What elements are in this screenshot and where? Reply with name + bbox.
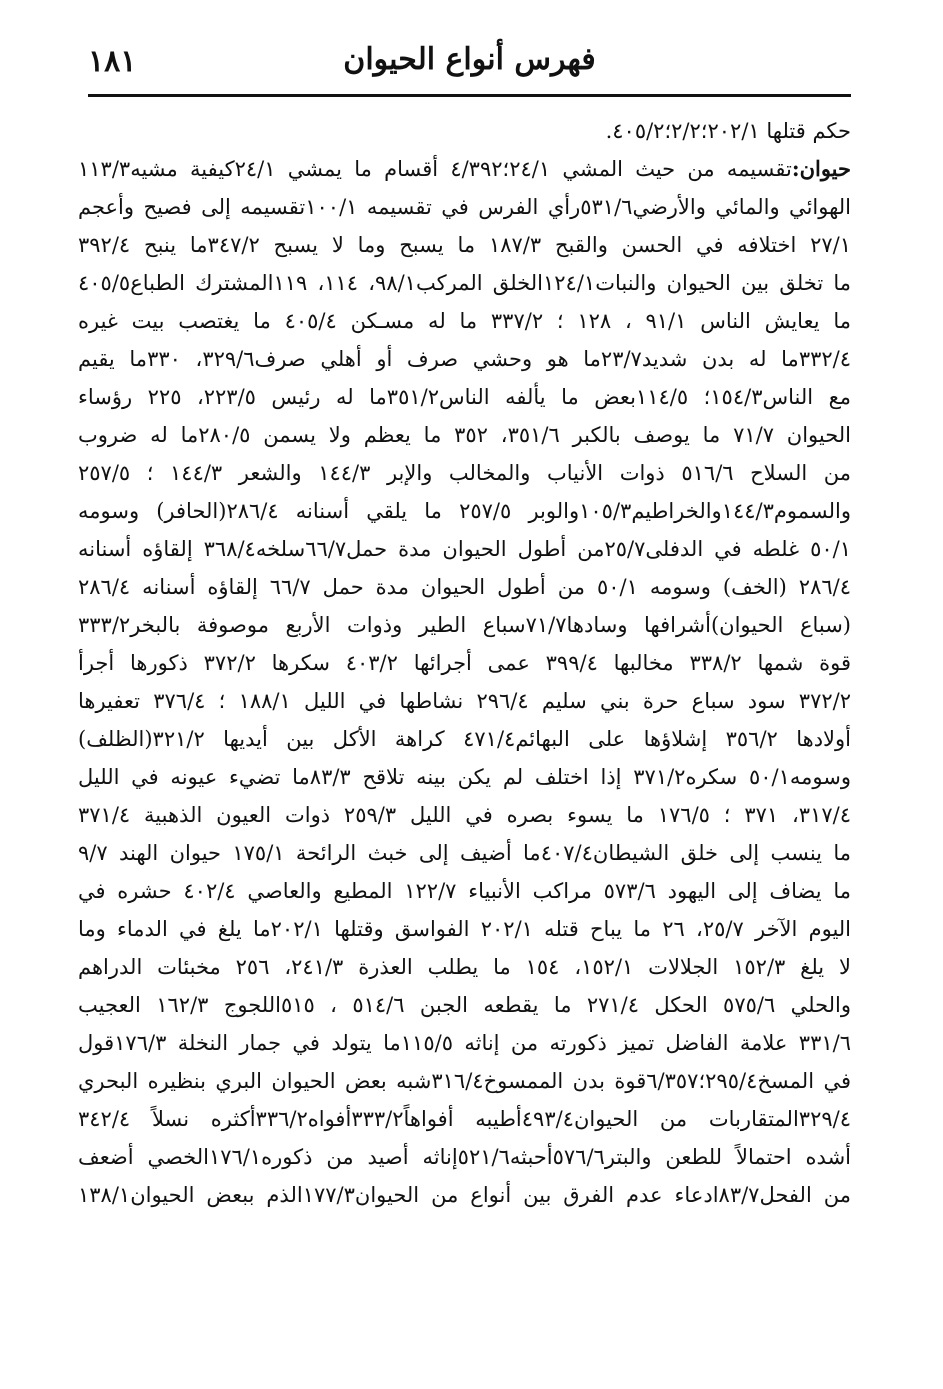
text-line: مع الناس١٥٤/٣؛ ١١٤/٥بعض ما يألفه الناس٣٥١/٢ما له رئيس ٢٢٣/٥، ٢٢٥ رؤساء <box>78 385 851 409</box>
text-line: الهوائي والمائي والأرضي٥٣١/٦رأي الفرس في تقسيمه ١٠٠/١تقسيمه إلى فصيح وأعجم <box>78 195 851 219</box>
text-line: ٢٨٦/٤ (الخف) وسومه ٥٠/١ من أطول الحيوان مدة حمل ٦٦/٧ إلقاؤه أسنانه ٢٨٦/٤ <box>78 575 851 599</box>
text-line: ٣٢٩/٤المتقاربات من الحيوان٤٩٣/٤أطيبه أفواهاً٣٣٣/٢أفواه٣٣٦/٢أكثره نسلاً ٣٤٢/٤ <box>78 1107 851 1131</box>
running-title: فهرس أنواع الحيوان <box>343 42 596 77</box>
text-line: ٣١٧/٤، ٣٧١ ؛ ١٧٦/٥ ما يسوء بصره في الليل ٢٥٩/٣ ذوات العيون الذهبية ٣٧١/٤ <box>78 803 851 827</box>
text-line: ما يضاف إلى اليهود ٥٧٣/٦ مراكب الأنبياء ١٢٢/٧ المطيع والعاصي ٤٠٢/٤ حشره في <box>78 879 851 903</box>
text-line: ما ينسب إلى خلق الشيطان٤٠٧/٤ما أضيف إلى خبث الرائحة ١٧٥/١ حيوان الهند ٩/٧ <box>78 841 851 865</box>
page-header <box>88 36 851 92</box>
text-line: ٥٠/١ غلطه في الدفلى٢٥/٧من أطول الحيوان مدة حمل٦٦/٧سلخه٣٦٨/٤ إلقاؤه أسنانه <box>78 537 851 561</box>
text-line: في المسخ٢٩٥/٤؛٦/٣٥٧قوة بدن الممسوخ٣١٦/٤شبه بعض الحيوان البري بنظيره البحري <box>78 1069 851 1093</box>
text-line: لا يلغ ١٥٢/٣ الجلالات ١٥٢/١، ١٥٤ ما يطلب العذرة ٢٤١/٣، ٢٥٦ مخبئات الدراهم <box>78 955 851 979</box>
text-line: أشده احتمالاً للطعن والبتر٥٧٦/٦أحبثه٥٢١/٦إناثه أصيد من ذكوره١٧٦/١الخصي أضعف <box>78 1145 851 1169</box>
text-line: حكم قتلها ٢٠٢/١؛٢/٢؛٤٠٥/٢. <box>605 119 851 143</box>
text-line: ٣٣٢/٤ما له بدن شديد٢٣/٧ما هو وحشي صرف أو أهلي صرف٣٢٩/٦، ٣٣٠ما يقيم <box>78 347 851 371</box>
text-line: (سباع الحيوان)أشرافها وسادها٧١/٧سباع الطير وذوات الأربع موصوفة بالبخر٣٣٣/٢ <box>78 613 851 637</box>
text-line: الحيوان ٧١/٧ ما يوصف بالكبر ٣٥١/٦، ٣٥٢ ما يعظم ولا يسمن ٢٨٠/٥ما له ضروب <box>78 423 851 447</box>
text-line: من السلاح ٥١٦/٦ ذوات الأنياب والمخالب والإبر ١٤٤/٣ والشعر ١٤٤/٣ ؛ ٢٥٧/٥ <box>78 461 851 485</box>
page-number: ١٨١ <box>88 44 137 79</box>
text-line: ما تخلق بين الحيوان والنبات١٢٤/١الخلق المركب٩٨/١، ١١٤، ١١٩المشترك الطباع٤٠٥/٥ <box>78 271 851 295</box>
text-line: أولادها ٣٥٦/٢ إشلاؤها على البهائم٤٧١/٤ كراهة الأكل بين أيديها ٣٢١/٢(الظلف) <box>78 727 851 751</box>
text-line: وسومه٥٠/١ سكره٣٧١/٢ إذا اختلف لم يكن بينه تلاقح ٨٣/٣ما تضيء عيونه في الليل <box>78 765 851 789</box>
index-body <box>78 112 851 1214</box>
text-line: ٢٧/١ اختلافه في الحسن والقبح ١٨٧/٣ ما يسبح وما لا يسبح ٣٤٧/٢ما ينبح ٣٩٢/٤ <box>78 233 851 257</box>
text-line: ٣٣١/٦ علامة الفاضل تميز ذكورته من إناثه ١١٥/٥ما يتولد في جمار النخلة ١٧٦/٣قول <box>78 1031 851 1055</box>
text-line: اليوم الآخر ٢٥/٧، ٢٦ ما يباح قتله ٢٠٢/١ الفواسق وقتلها ٢٠٢/١ما يلغ في الدماء وما <box>78 917 851 941</box>
text-line: من الفحل٨٣/٧ادعاء عدم الفرق بين أنواع من الحيوان١٧٧/٣الذم ببعض الحيوان١٣٨/١ <box>78 1183 851 1207</box>
entry-heading: حيوان: <box>791 156 851 181</box>
text-line: قوة شمها ٣٣٨/٢ مخالبها ٣٩٩/٤ عمى أجرائها ٤٠٣/٢ سكرها ٣٧٢/٢ ذكورها أجرأ <box>78 651 851 675</box>
text-line: ما يعايش الناس ٩١/١ ، ١٢٨ ؛ ٣٣٧/٢ ما له مسـكن ٤٠٥/٤ ما يغتصب بيت غيره <box>78 309 851 333</box>
text-line: ٣٧٢/٢ سود سباع حرة بني سليم ٢٩٦/٤ نشاطها في الليل ١٨٨/١ ؛ ٣٧٦/٤ تعفيرها <box>78 689 851 713</box>
header-rule <box>88 94 851 97</box>
text-line: والسموم١٤٤/٣والخراطيم١٠٥/٣والوبر ٢٥٧/٥ ما يلقي أسنانه ٢٨٦/٤(الحافر) وسومه <box>78 499 851 523</box>
text-line: حيوان:تقسيمه من حيث المشي ٢٤/١؛٤/٣٩٢ أقسام ما يمشي ٢٤/١كيفية مشيه١١٣/٣ <box>78 156 851 181</box>
text-line: والحلي ٥٧٥/٦ الحكل ٢٧١/٤ ما يقطعه الجبن ٥١٤/٦ ، ٥١٥اللجوج ١٦٢/٣ العجيب <box>78 993 851 1017</box>
